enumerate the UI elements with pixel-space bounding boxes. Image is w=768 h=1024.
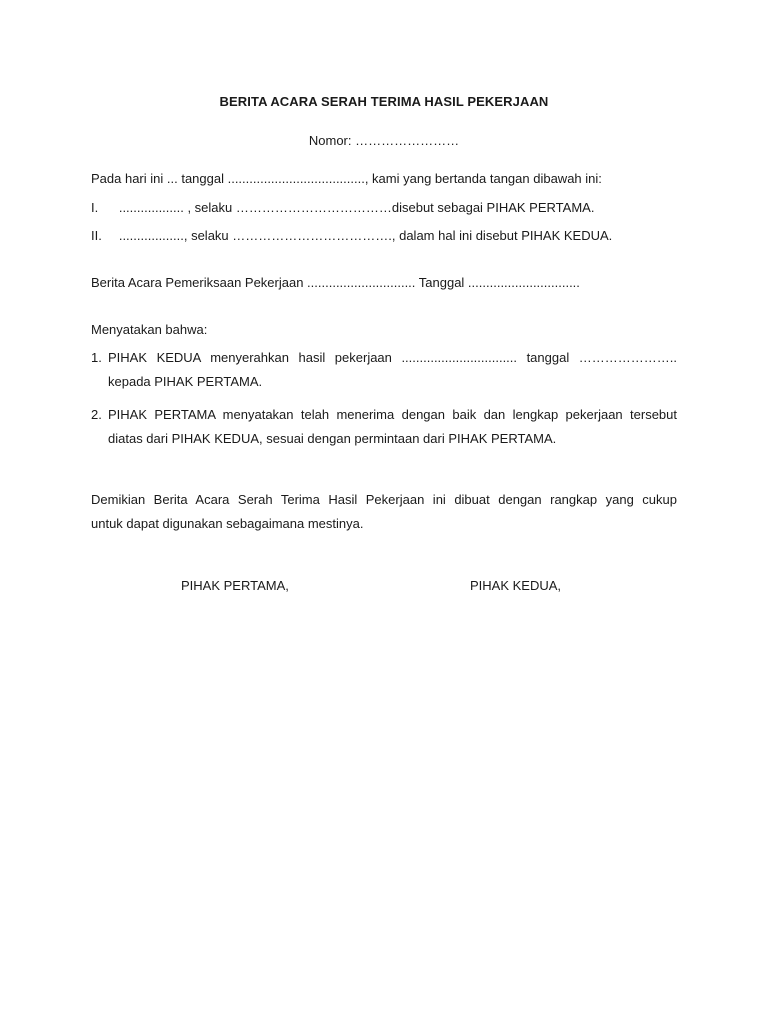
document-number: Nomor: …………………… — [308, 133, 460, 148]
point-one-line2: kepada PIHAK PERTAMA. — [108, 374, 263, 389]
closing-line2: untuk dapat digunakan sebagaimana mestinya. — [91, 516, 364, 531]
point-two-line2: diatas dari PIHAK KEDUA, sesuai dengan permintaan dari PIHAK PERTAMA. — [108, 431, 557, 446]
point-two — [91, 407, 677, 446]
signature-right-label: PIHAK KEDUA, — [470, 578, 562, 593]
document-title: BERITA ACARA SERAH TERIMA HASIL PEKERJAAN — [219, 94, 549, 109]
inspection-line: Berita Acara Pemeriksaan Pekerjaan .............................. Tanggal ............................... — [91, 275, 580, 290]
point-one-line1: PIHAK KEDUA menyerahkan hasil pekerjaan ................................ tanggal ………………….. — [108, 350, 677, 365]
point-two-number: 2. — [91, 407, 102, 422]
signature-left-label: PIHAK PERTAMA, — [181, 578, 289, 593]
party-two-line — [91, 228, 612, 243]
statement-intro: Menyatakan bahwa: — [91, 322, 208, 337]
point-one-number: 1. — [91, 350, 102, 365]
party-one-line — [91, 200, 594, 215]
party-two-text: .................., selaku ………………………………., dalam hal ini disebut PIHAK KEDUA. — [108, 228, 613, 243]
party-one-marker: I. — [91, 200, 99, 215]
party-two-marker: II. — [91, 228, 102, 243]
party-one-text: .................. , selaku ………………………………disebut sebagai PIHAK PERTAMA. — [108, 200, 595, 215]
closing-line1: Demikian Berita Acara Serah Terima Hasil Pekerjaan ini dibuat dengan rangkap yang cukup — [91, 492, 677, 507]
point-one — [91, 350, 677, 389]
opening-paragraph: Pada hari ini ... tanggal ......................................, kami yang bertanda tangan dibawah ini: — [91, 171, 602, 186]
closing-paragraph — [91, 492, 677, 531]
point-two-line1: PIHAK PERTAMA menyatakan telah menerima dengan baik dan lengkap pekerjaan tersebut — [108, 407, 677, 422]
